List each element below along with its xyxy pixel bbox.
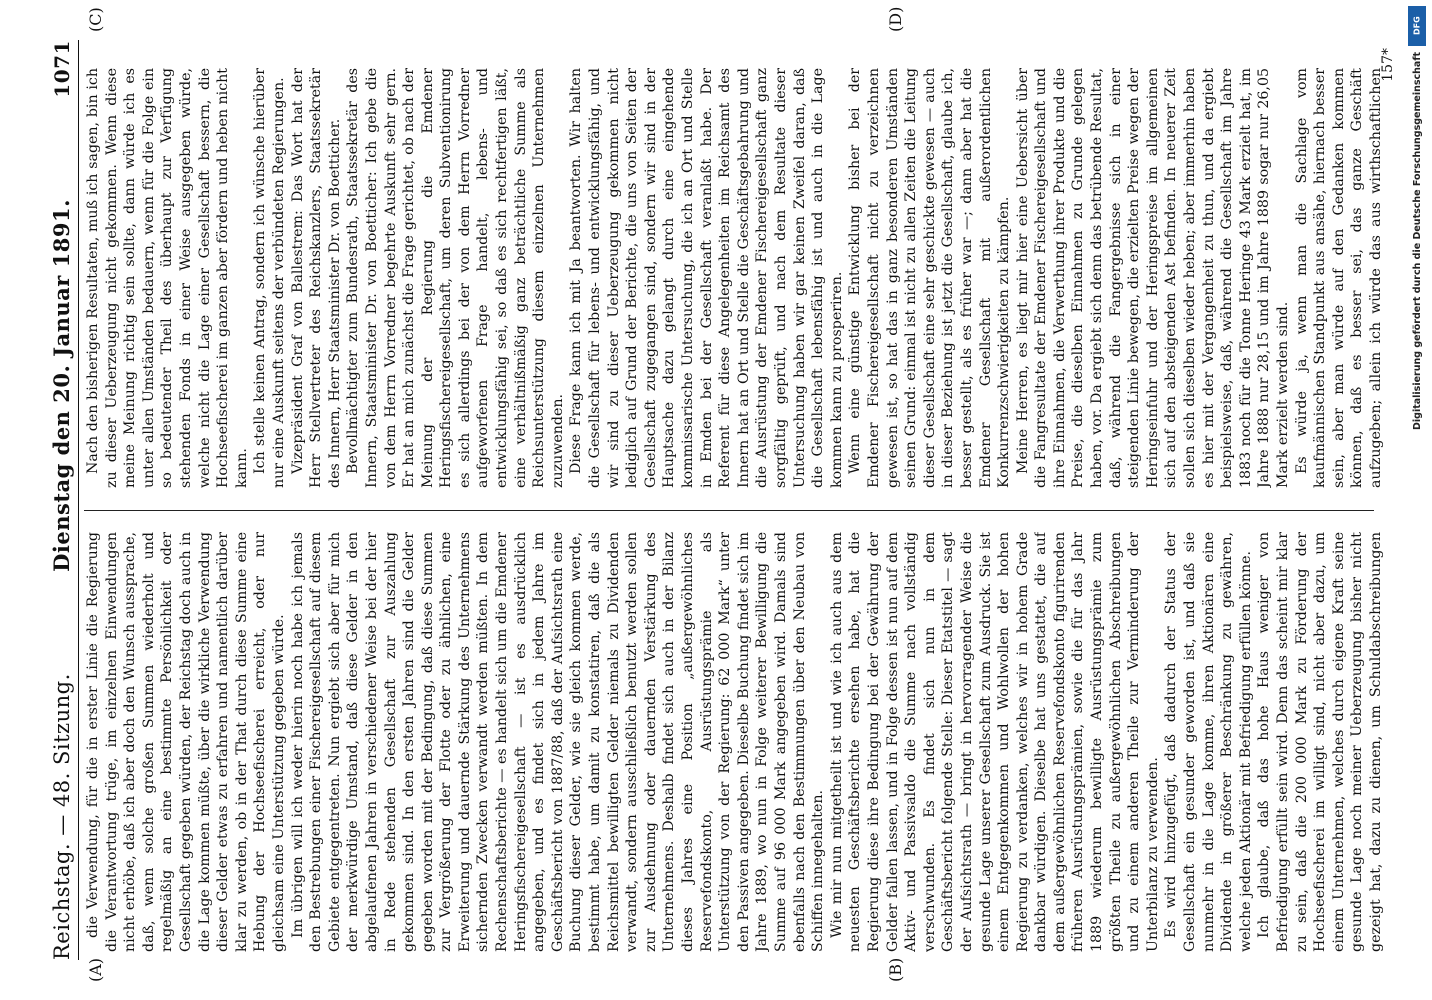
page-number: 1071 (50, 40, 74, 98)
margin-marker-c: (C) (86, 7, 105, 32)
header-left: Reichstag. — 48. Sitzung. (50, 673, 74, 960)
dfg-logo: DFG (1408, 6, 1426, 46)
page-header (38, 40, 79, 960)
paragraph: Ich glaube, daß das hohe Haus weniger von Befriedigung erfüllt sein wird. Denn das scheint mir klar zu sein, daß die 200 000 Mark zu Förderung der Hochseefischerei im willigt sind, nicht aber dazu, um einem Unternehmen, welches durch eigene Kraft seine gesunde Lage noch meiner Ueberzeugung bisher nicht gezeigt hat, dazu zu dienen, um Schuldabschreibungen (1256, 532, 1384, 952)
paragraph: Bevollmächtigter zum Bundesrath, Staatssekretär des Innern, Staatsminister Dr. von Boetticher: Ich gebe die von dem Herrn Vorredner begehrte Auskunft sehr gern. Er hat an mich zunächst die Frage gerichtet, ob nach der Meinung der Regierung die Emdener Heringsfischereigesellschaft, um deren Subventionirung es sich allerdings bei der von dem Herrn Vorredner aufgeworfenen Frage handelt, lebens- und entwicklungsfähig sei, so daß es sich rechtfertigen läßt, eine verhältnißmäßig ganz beträchtliche Summe als Reichsunterstützung diesem einzelnen Unternehmen zuzuwenden. (345, 68, 566, 488)
paragraph: Im übrigen will ich weder hierin noch habe ich jemals den Bestrebungen einer Fischereigesellschaft auf diesem Gebiete entgegentreten. Nun ergiebt sich aber für mich der merkwürdige Umstand, daß diese Gelder in den abgelaufenen Jahren in verschiedener Weise bei der hier in Rede stehenden Gesellschaft zur Auszahlung gekommen sind. In den ersten Jahren sind die Gelder gegeben worden mit der Bedingung, daß diese Summen zur Vergrößerung der Flotte oder zu ähnlichen, eine Erweiterung und dauernde Stärkung des Unternehmens sichernden Zwecken verwandt werden müßten. In dem Rechenschaftsberichte — es handelt sich um die Emdener Heringsfischereigesellschaft — ist es ausdrücklich angegeben, und es findet sich in jedem Jahre im Geschäftsbericht von 1887/88, daß der Aufsichtsrath eine Buchung dieser Gelder, wie sie gleich kommen werde, bestimmt habe, um damit zu konstatiren, daß die als Reichsmittel bewilligten Gelder niemals zu Dividenden verwandt, sondern ausschließlich benutzt werden sollen zur Ausdehnung oder dauernden Verstärkung des Unternehmens. Deshalb findet sich auch in der Bilanz dieses Jahres eine Position „außergewöhnliches Reservefondskonto, Ausrüstungsprämie als Unterstützung von der Regierung: 62 000 Mark“ unter den Passiven angegeben. Dieselbe Buchung findet sich im Jahre 1889, wo nun in Folge weiterer Bewilligung die Summe auf 96 000 Mark angegeben wird. Damals sind ebenfalls nach den Bestimmungen über den Neubau von Schiffen innegehalten. (289, 532, 827, 952)
credit-text: Digitalisierung gefördert durch die Deutsche Forschungsgemeinschaft (1411, 52, 1423, 430)
rotated-document-page (26, 0, 1406, 1000)
margin-marker-b: (B) (886, 957, 905, 982)
paragraph: Diese Frage kann ich mit Ja beantworten. Wir halten die Gesellschaft für lebens- und entwicklungsfähig, und wir sind zu dieser Ueberzeugung gekommen nicht lediglich auf Grund der Berichte, die uns von Seiten der Gesellschaft zugegangen sind, sondern wir sind in der Hauptsache dazu gelangt durch eine eingehende kommissarische Untersuchung, die ich an Ort und Stelle in Emden bei der Gesellschaft veranlaßt habe. Der Referent für diese Angelegenheiten im Reichsamt des Innern hat an Ort und Stelle die Geschäftsgebahrung und die Ausrüstung der Emdener Fischereigesellschaft ganz sorgfältig geprüft, und nach dem Resultate dieser Untersuchung haben wir gar keinen Zweifel daran, daß die Gesellschaft lebensfähig ist und auch in die Lage kommen kann zu prosperiren. (568, 68, 845, 488)
margin-marker-d: (D) (886, 6, 905, 32)
paragraph: Es wird hinzugefügt, daß dadurch der Status der Gesellschaft ein gesunder geworden ist, und daß sie nunmehr in die Lage komme, ihren Aktionären eine Dividende in größerer Beschränkung zu gewähren, welche jeden Aktionär mit Befriedigung erfüllen könne. (1163, 532, 1254, 952)
paragraph: Meine Herren, es liegt mir hier eine Uebersicht über die Fangresultate der Emdener Fischereigesellschaft und ihre Einnahmen, die Verwerthung ihrer Produkte und die Preise, die dieselben Einnahmen zu Grunde gelegen haben, vor. Da ergiebt sich denn das betrübende Resultat, daß, während die Fangergebnisse sich in einer steigenden Linie bewegen, die erzielten Preise wegen der Heringseinfuhr und der Heringspreise im allgemeinen sich auf den absteigenden Ast befinden. In neuerer Zeit sollen sich dieselben wieder heben; aber immerhin haben es hier mit der Vergangenheit zu thun, und da ergiebt beispielsweise, daß, während die Gesellschaft im Jahre 1883 noch für die Tonne Heringe 43 Mark erzielt hat, im Jahre 1888 nur 28,15 und im Jahre 1889 sogar nur 26,05 Mark erzielt werden sind. (1014, 68, 1291, 488)
paragraph: Wie mir nun mitgetheilt ist und wie ich auch aus dem neuesten Geschäftsberichte ersehen habe, hat die Regierung diese ihre Bedingung bei der Gewährung der Gelder fallen lassen, und in Folge dessen ist nun auf dem Aktiv- und Passivsaldo die Summe nach vollständig verschwunden. Es findet sich nun in dem Geschäftsbericht folgende Stelle: Dieser Etatstitel — sagt der Aufsichtsrath — bringt in hervorragender Weise die gesunde Lage unserer Gesellschaft zum Ausdruck. Sie ist einem Entgegenkommen und Wohlwollen der hohen Regierung zu verdanken, welches wir in hohem Grade dankbar würdigen. Dieselbe hat uns gestattet, die auf dem außergewöhnlichen Reservefondskonto figurirenden früheren Ausrüstungsprämien, sowie die für das Jahr 1889 wiederum bewilligte Ausrüstungsprämie zum größten Theile zu außergewöhnlichen Abschreibungen und zu einem anderen Theile zur Verminderung der Unterbilanz zu verwenden. (828, 532, 1161, 952)
footer-page-ref: 157* (1380, 48, 1396, 82)
paragraph: Es würde ja, wenn man die Sachlage vom kaufmännischen Standpunkt aus ansähe, hiernach besser sein, aber man würde auf den Gedanken kommen können, daß es besser sei, das ganze Geschäft aufzugeben; allein ich würde das aus wirthschaftlichen (1293, 68, 1384, 488)
paragraph: Vizepräsident Graf von Ballestrem: Das Wort hat der Herr Stellvertreter des Reichskanzlers, Staatssekretär des Innern, Herr Staatsminister Dr. von Boetticher. (289, 68, 343, 488)
column-divider (84, 510, 1374, 511)
paragraph: Wenn eine günstige Entwicklung bisher bei der Emdener Fischereigesellschaft nicht zu verzeichnen gewesen ist, so hat das in ganz besonderen Umständen seinen Grund: einmal ist nicht zu allen Zeiten die Leitung dieser Gesellschaft eine sehr geschickte gewesen — auch in dieser Beziehung ist jetzt die Gesellschaft, glaube ich, besser gestellt, als es früher war —; dann aber hat die Emdener Gesellschaft mit außerordentlichen Konkurrenzschwierigkeiten zu kämpfen. (847, 68, 1013, 488)
margin-marker-a: (A) (86, 957, 105, 982)
paragraph: die Verwendung, für die in erster Linie die Regierung die Verantwortung trüge, im einzelnen Einwendungen nicht erhöbe, daß ich aber doch den Wunsch aussprache, daß, wenn solche großen Summen wiederholt und regelmäßig an eine bestimmte Persönlichkeit oder Gesellschaft gegeben würden, der Reichstag doch auch in die Lage kommen müßte, über die wirkliche Verwendung dieser Gelder etwas zu erfahren und namentlich darüber klar zu werden, ob in der That durch diese Summe eine Hebung der Hochseefischerei erreicht, oder nur gleichsam eine Unterstützung gegeben würde. (85, 532, 287, 952)
paragraph: Ich stelle keinen Antrag, sondern ich wünsche hierüber nur eine Auskunft seitens der verbündeten Regierungen. (252, 68, 287, 488)
text-column-right (84, 68, 1384, 488)
header-date: Dienstag den 20. Januar 1891. (49, 199, 74, 572)
paragraph: Nach den bisherigen Resultaten, muß ich sagen, bin ich zu dieser Ueberzeugung nicht gekommen. Wenn diese meine Meinung richtig sein sollte, dann würde ich es unter allen Umständen bedauern, wenn für die Folge ein so bedeutender Theil des überhaupt zur Verfügung stehenden Fonds in einer Weise ausgegeben würde, welche nicht die Lage einer Gesellschaft bessern, die Hochseefischerei im ganzen aber fördern und heben nicht kann. (85, 68, 250, 488)
digitization-credit (1406, 6, 1428, 726)
text-column-left (84, 532, 1384, 952)
